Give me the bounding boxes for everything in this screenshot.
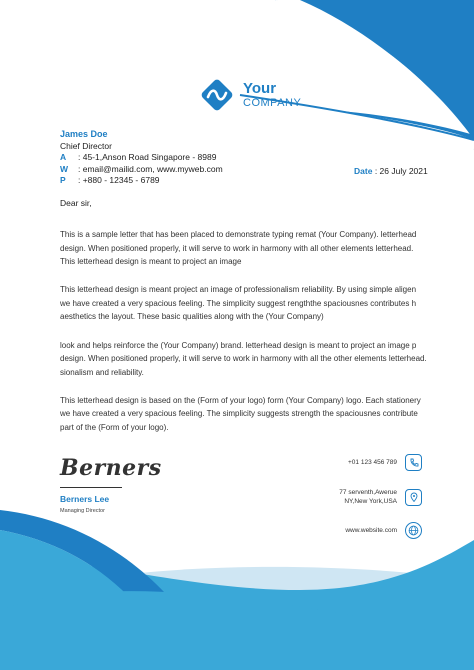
paragraph-line: design. When positioned properly, it will serve to work in harmony with all other elements letterhead. [60,243,414,253]
address-key: A [60,152,67,162]
logo-line-2: COMPANY [243,97,302,109]
contact-phone-text: +01 123 456 789 [348,459,397,466]
contact-address-text [339,488,397,506]
paragraph-3 [60,339,427,380]
paragraph-line: design. When positioned properly, it will serve to work in harmony with all the other elements letterhead. [60,354,427,364]
sender-phone-row [60,175,223,187]
paragraph-line: we have created a very spacious feeling. The simplicity suggests strength the spaciousnes contribute [60,409,418,419]
sender-phone: : +880 - 12345 - 6789 [78,175,160,185]
paragraph-1 [60,228,424,269]
logo-mark-icon [199,77,235,113]
sender-address: : 45-1,Anson Road Singapore - 8989 [78,152,217,162]
paragraph-line: This is a sample letter that has been placed to demonstrate typing remat (Your Company). letterhead [60,230,417,239]
contact-website [345,522,422,539]
paragraph-line: sionalism and reliability. [60,367,144,377]
sender-web: : email@mailid.com, www.myweb.com [78,163,223,174]
contact-address-line-1: 77 serventh,Awerue [339,489,397,496]
signer-name: Berners Lee [60,494,110,504]
paragraph-4 [60,394,424,435]
contact-phone [348,454,422,471]
sender-title: Chief Director [60,140,112,151]
contact-address [339,488,422,506]
phone-icon [405,454,422,471]
globe-icon [405,522,422,539]
salutation: Dear sir, [60,198,92,208]
letter-body [60,228,427,449]
paragraph-line: This letterhead design is based on the (Form of your logo) form (Your Company) logo. Each stationery [60,395,421,405]
web-key: W [60,163,69,174]
sender-name: James Doe [60,129,108,139]
paragraph-line: we have created a very spacious feeling. The simplicity suggest rengththe spaciousnes contributes h [60,298,417,308]
logo-line-1: Your [243,80,277,97]
sender-web-row [60,164,223,176]
signer-title: Managing Director [60,508,105,514]
date-label: Date [354,166,373,176]
sender-block [60,129,223,187]
location-pin-icon [405,489,422,506]
date-value: : 26 July 2021 [374,166,428,176]
paragraph-line: This letterhead design is meant to project an image [60,257,242,267]
phone-key: P [60,175,66,185]
paragraph-line: aesthetics the layout. These basic qualities along with the (Your Company) [60,312,324,322]
signature-line [60,487,122,488]
contact-address-line-2: NY,New York,USA [344,498,397,505]
paragraph-line: look and helps reinforce the (Your Company) brand. letterhead design is meant to project an image p [60,340,417,350]
paragraph-2 [60,283,424,324]
contact-website-text: www.website.com [345,527,397,534]
company-logo [199,77,301,113]
letter-date [354,166,428,176]
paragraph-line: This letterhead design is meant project an image of professionalism reliability. By using simple aligen [60,285,417,295]
paragraph-line: part of the (Form of your logo). [60,423,169,433]
sender-address-row [60,152,223,164]
handwritten-signature: Berners [60,455,162,481]
